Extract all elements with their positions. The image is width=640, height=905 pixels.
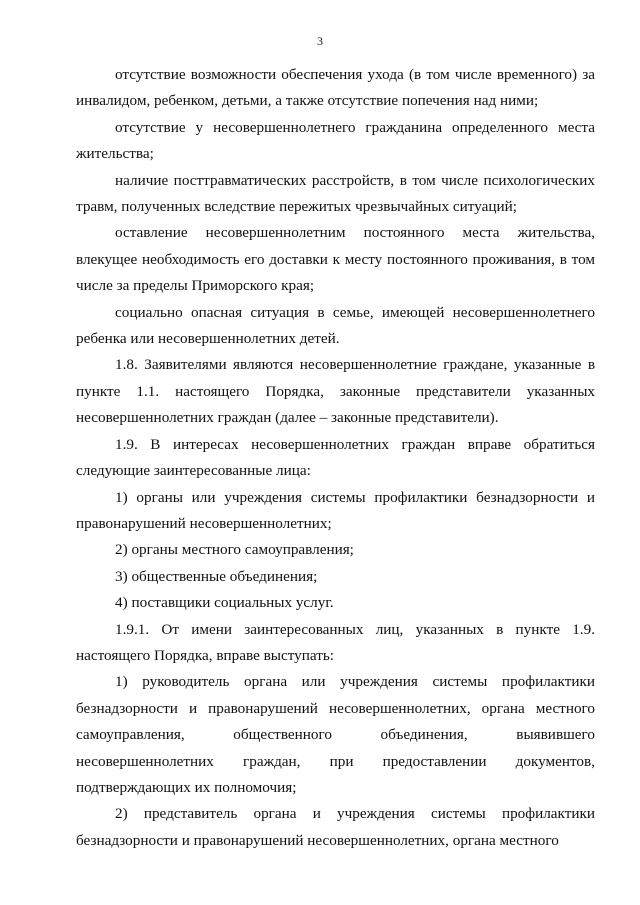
list-item: 2) представитель органа и учреждения системы профилактики безнадзорности и правонарушений несовершеннолетних, органа местного — [76, 805, 595, 849]
paragraph: отсутствие возможности обеспечения ухода (в том числе временного) за инвалидом, ребенком, детьми, а также отсутствие попечения над ними; — [76, 66, 595, 110]
page-number: 3 — [317, 34, 323, 48]
document-body — [76, 62, 595, 854]
paragraph-1-8: 1.8. Заявителями являются несовершеннолетние граждане, указанные в пункте 1.1. настоящего Порядка, законные представители указанных несовершеннолетних граждан (далее – законные представители). — [76, 356, 595, 427]
paragraph-1-9: 1.9. В интересах несовершеннолетних граждан вправе обратиться следующие заинтересованные лица: — [76, 435, 595, 480]
paragraph: социально опасная ситуация в семье, имеющей несовершеннолетнего ребенка или несовершеннолетних детей. — [76, 303, 595, 348]
list-item: 3) общественные объединения; — [115, 567, 318, 585]
list-item: 1) руководитель органа или учреждения системы профилактики безнадзорности и правонарушений несовершеннолетних, органа местного самоуправления, общественного объединения, выявившего несовершеннолетних граждан, при предоставлении документов, подтверждающих их полномочия; — [76, 673, 595, 796]
paragraph: оставление несовершеннолетним постоянного места жительства, влекущее необходимость его доставки к месту постоянного проживания, в том числе за пределы Приморского края; — [76, 224, 595, 295]
paragraph-1-9-1: 1.9.1. От имени заинтересованных лиц, указанных в пункте 1.9. настоящего Порядка, вправе выступать: — [76, 620, 595, 664]
list-item: 4) поставщики социальных услуг. — [115, 594, 334, 612]
list-item: 1) органы или учреждения системы профилактики безнадзорности и правонарушений несовершеннолетних; — [76, 488, 595, 532]
paragraph: наличие посттравматических расстройств, в том числе психологических травм, полученных вследствие пережитых чрезвычайных ситуаций; — [76, 171, 595, 216]
list-item: 2) органы местного самоуправления; — [115, 541, 354, 559]
paragraph: отсутствие у несовершеннолетнего гражданина определенного места жительства; — [76, 118, 595, 163]
